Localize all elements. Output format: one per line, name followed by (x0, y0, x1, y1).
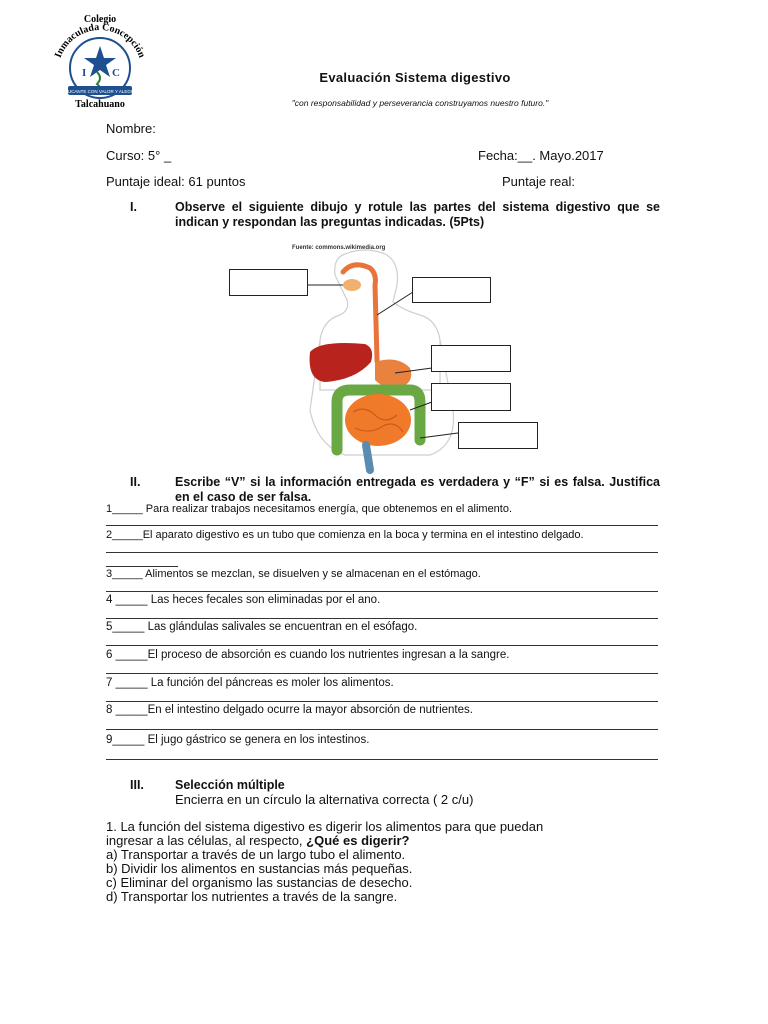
tf-item-3[interactable] (106, 568, 658, 580)
tf-item-5-text: 5_____ Las glándulas salivales se encuentran en el esófago. (106, 621, 418, 633)
tf-item-2-text: 2_____El aparato digestivo es un tubo que comienza en la boca y termina en el intestino delgado. (106, 529, 584, 541)
section-2-number: II. (130, 475, 141, 489)
label-box-3[interactable] (431, 345, 511, 372)
real-score: Puntaje real: (502, 174, 575, 189)
pointer-line-5 (420, 433, 458, 438)
logo-ribbon-text: EDUCANTE CON VALOR Y ALEGRÍA (61, 89, 139, 94)
section-3-subtitle: Encierra en un círculo la alternativa correcta ( 2 c/u) (175, 792, 474, 807)
answer-line[interactable] (106, 552, 658, 553)
section-3-title: Selección múltiple (175, 778, 285, 792)
option-a[interactable]: a) Transportar a través de un largo tubo el alimento. (106, 847, 406, 862)
question-1-bold: ¿Qué es digerir? (306, 833, 410, 848)
tf-item-9-text: 9_____ El jugo gástrico se genera en los intestinos. (106, 734, 370, 746)
small-intestine-shape (345, 394, 411, 446)
tf-item-5[interactable] (106, 621, 658, 633)
answer-line[interactable] (106, 729, 658, 730)
tf-item-7-text: 7 _____ La función del páncreas es moler los alimentos. (106, 677, 394, 689)
answer-line-short[interactable] (106, 566, 178, 567)
label-box-1[interactable] (229, 269, 308, 296)
logo-school-top: Colegio (83, 14, 117, 25)
question-1-line-1: 1. La función del sistema digestivo es digerir los alimentos para que puedan (106, 819, 544, 834)
answer-line[interactable] (106, 525, 658, 526)
logo-school-arc: Inmaculada Concepción (52, 21, 148, 60)
logo-school-bottom: Talcahuano (75, 99, 125, 110)
date-field: Fecha:__. Mayo.2017 (478, 148, 604, 163)
tf-item-4[interactable] (106, 594, 658, 606)
answer-line[interactable] (106, 673, 658, 674)
tf-item-9[interactable] (106, 734, 658, 746)
question-1-line-2-text: ingresar a las células, al respecto, (106, 833, 307, 848)
tf-item-1[interactable] (106, 503, 658, 515)
tf-item-8-text: 8 _____En el intestino delgado ocurre la mayor absorción de nutrientes. (106, 704, 473, 716)
tf-item-4-text: 4 _____ Las heces fecales son eliminadas por el ano. (106, 594, 381, 606)
tf-item-1-text: 1_____ Para realizar trabajos necesitamos energía, que obtenemos en el alimento. (106, 503, 513, 515)
tf-item-6[interactable] (106, 649, 658, 661)
option-c[interactable]: c) Eliminar del organismo las sustancias de desecho. (106, 875, 413, 890)
course-field: Curso: 5° _ (106, 148, 172, 163)
label-box-4[interactable] (431, 383, 511, 411)
logo-letter-c: C (112, 67, 120, 79)
school-motto: "con responsabilidad y perseverancia construyamos nuestro futuro." (291, 98, 549, 108)
logo-letter-i: I (82, 67, 87, 79)
section-1-instruction: Observe el siguiente dibujo y rotule las partes del sistema digestivo que se indican y respondan las preguntas indicadas. (5Pts) (175, 200, 660, 229)
liver-shape (310, 343, 373, 382)
tf-item-8[interactable] (106, 704, 658, 716)
label-box-5[interactable] (458, 422, 538, 449)
rectum-shape (366, 445, 370, 470)
answer-line[interactable] (106, 701, 658, 702)
label-box-2[interactable] (412, 277, 491, 303)
section-1-number: I. (130, 200, 137, 214)
tf-item-2[interactable] (106, 529, 658, 541)
school-logo (40, 10, 160, 110)
section-2-instruction: Escribe “V” si la información entregada es verdadera y “F” si es falsa. Justifica en el caso de ser falsa. (175, 475, 660, 504)
option-d[interactable]: d) Transportar los nutrientes a través de la sangre. (106, 889, 398, 904)
ideal-score: Puntaje ideal: 61 puntos (106, 174, 246, 189)
answer-line[interactable] (106, 645, 658, 646)
option-b[interactable]: b) Dividir los alimentos en sustancias más pequeñas. (106, 861, 413, 876)
mouth-shape (343, 279, 361, 291)
answer-line[interactable] (106, 759, 658, 760)
question-1-line-2 (106, 834, 409, 848)
stomach-shape (375, 360, 411, 389)
tf-item-6-text: 6 _____El proceso de absorción es cuando los nutrientes ingresan a la sangre. (106, 649, 510, 661)
answer-line[interactable] (106, 591, 658, 592)
tf-item-7[interactable] (106, 677, 658, 689)
diagram-source: Fuente: commons.wikimedia.org (292, 245, 386, 251)
tf-item-3-text: 3_____ Alimentos se mezclan, se disuelven y se almacenan en el estómago. (106, 568, 481, 580)
answer-line[interactable] (106, 618, 658, 619)
section-3-number: III. (130, 778, 144, 792)
name-field: Nombre: (106, 121, 156, 136)
page-title: Evaluación Sistema digestivo (319, 70, 511, 85)
